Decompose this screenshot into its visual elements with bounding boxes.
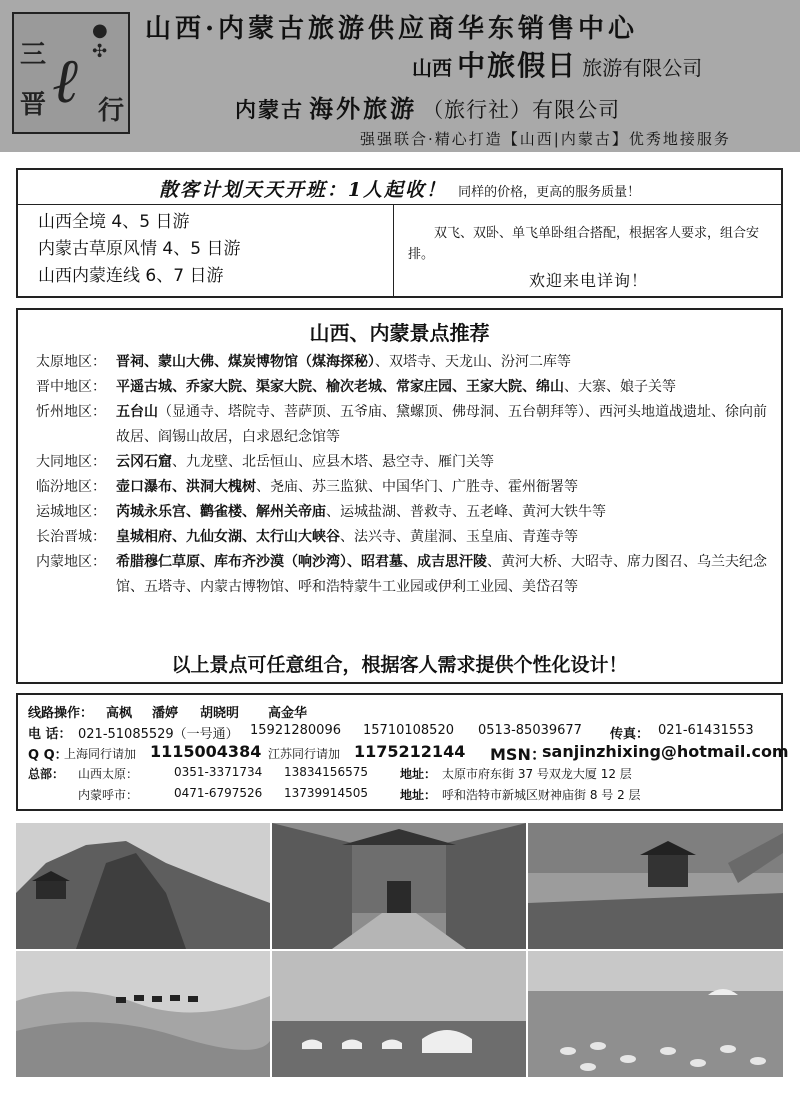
phone-label: 电 话： — [28, 727, 72, 742]
header-banner — [0, 0, 800, 152]
photo-desert-camels — [16, 951, 270, 1077]
phone-number: 15921280096 — [250, 723, 341, 738]
hq-address: 太原市府东街 37 号双龙大厦 12 层 — [442, 767, 632, 781]
region-attractions — [116, 375, 776, 400]
phone-row — [28, 723, 781, 744]
region-attractions — [116, 400, 776, 450]
region-other: 、大寨、娘子关等 — [564, 379, 676, 395]
operator-name: 高金华 — [268, 706, 308, 721]
region-other: 、黄河大桥、大昭寺、席力图召、乌兰夫纪念馆、五塔寺、内蒙古博物馆、呼和浩特蒙牛工业园或伊利工业园、美岱召等 — [116, 554, 767, 595]
header-company-2: 内蒙古 海外旅游 （旅行社）有限公司 — [235, 94, 621, 123]
region-highlight: 五台山 — [116, 404, 158, 420]
qq-sh-label: 上海同行请加 — [64, 747, 137, 761]
operator-name: 胡晓明 — [200, 706, 240, 721]
logo-char-jin: 晋 — [20, 90, 47, 120]
region-label: 长治晋城： — [36, 529, 106, 545]
region-highlight: 平遥古城、乔家大院、渠家大院、榆次老城、常家庄园、王家大院、绵山 — [116, 379, 564, 395]
hq-city: 山西太原： — [78, 767, 139, 781]
operators-row — [28, 702, 781, 723]
region-highlight: 皇城相府、九仙女湖、太行山大峡谷 — [116, 529, 340, 545]
logo-dots-icon: ● ✣ — [92, 20, 110, 62]
qq-js-number: 1175212144 — [354, 742, 466, 761]
offer-description: 双飞、双卧、单飞单卧组合搭配，根据客人要求，组合安排。 — [408, 226, 760, 262]
hq-address: 呼和浩特市新城区财神庙街 8 号 2 层 — [442, 788, 641, 802]
region-row — [36, 450, 776, 475]
contact-box — [16, 693, 789, 811]
region-attractions — [116, 500, 776, 525]
hq-label: 总部： — [28, 767, 65, 781]
region-row — [36, 550, 776, 600]
photo-grid — [16, 823, 783, 1077]
hq-row-1 — [28, 765, 781, 786]
phone-number: 021-51085529（一号通） — [78, 727, 239, 742]
region-row — [36, 400, 776, 450]
region-attractions — [116, 475, 776, 500]
hq-tel: 0471-6797526 — [174, 786, 263, 800]
header-tagline: 强强联合·精心打造【山西|内蒙古】优秀地接服务 — [360, 130, 731, 148]
region-highlight: 芮城永乐宫、鹳雀楼、解州关帝庙 — [116, 504, 326, 520]
region-highlight: 晋祠、蒙山大佛、煤炭博物馆（煤海探秘） — [116, 354, 375, 370]
region-label: 晋中地区： — [36, 379, 106, 395]
msn-label: MSN： — [490, 745, 547, 764]
hq-addr-label: 地址： — [400, 788, 437, 802]
msn-address: sanjinzhixing@hotmail.com — [542, 742, 789, 761]
region-row — [36, 350, 776, 375]
region-attractions — [116, 550, 776, 600]
qq-row — [28, 742, 789, 765]
photo-grassland-sheep — [528, 951, 783, 1077]
region-row — [36, 475, 776, 500]
region-other: （显通寺、塔院寺、菩萨顶、五爷庙、黛螺顶、佛母洞、五台朝拜等）、西河头地道战遗址、徐向前故居、阎锡山故居，白求恩纪念馆等 — [116, 404, 767, 445]
region-row — [36, 525, 776, 550]
operator-name: 潘婷 — [152, 706, 179, 721]
tour-item: 山西全境 4、5 日游 — [38, 212, 190, 232]
region-other: 、法兴寺、黄崖洞、玉皇庙、青莲寺等 — [340, 529, 578, 545]
phone-number: 0513-85039677 — [478, 723, 582, 738]
photo-mountain-temple — [16, 823, 270, 949]
hq-mobile: 13739914505 — [284, 786, 368, 800]
region-other: 、九龙壁、北岳恒山、应县木塔、悬空寺、雁门关等 — [172, 454, 494, 470]
region-list — [36, 350, 776, 600]
logo-char-san: 三 — [20, 40, 47, 70]
qq-label: Q Q： — [28, 748, 68, 763]
phone-number: 15710108520 — [363, 723, 454, 738]
operators-label: 线路操作： — [28, 706, 94, 721]
region-row — [36, 500, 776, 525]
region-label: 临汾地区： — [36, 479, 106, 495]
region-label: 太原地区： — [36, 354, 106, 370]
fax-number: 021-61431553 — [658, 723, 754, 738]
operator-name: 高枫 — [106, 706, 133, 721]
region-label: 内蒙地区： — [36, 554, 106, 570]
offer-info — [394, 205, 781, 296]
spots-box — [16, 308, 783, 684]
region-highlight: 壶口瀑布、洪洞大槐树 — [116, 479, 256, 495]
qq-js-label: 江苏同行请加 — [268, 747, 341, 761]
fax-label: 传真： — [610, 727, 650, 742]
qq-sh-number: 1115004384 — [150, 742, 262, 761]
region-highlight: 云冈石窟 — [116, 454, 172, 470]
hq-city: 内蒙呼市： — [78, 788, 139, 802]
header-company-1: 山西 中旅假日 旅游有限公司 — [412, 49, 703, 82]
region-attractions — [116, 525, 776, 550]
photo-city-wall — [528, 823, 783, 949]
photo-yurts — [272, 951, 526, 1077]
offer-slogan-bar — [18, 170, 781, 205]
hq-row-2 — [28, 786, 781, 807]
region-label: 忻州地区： — [36, 404, 106, 420]
offer-box — [16, 168, 783, 298]
region-other: 、尧庙、苏三监狱、中国华门、广胜寺、霍州衙署等 — [256, 479, 578, 495]
region-label: 大同地区： — [36, 454, 106, 470]
region-attractions — [116, 450, 776, 475]
logo-swirl-icon: ℓ — [52, 44, 78, 117]
logo-char-xing: 行 — [98, 96, 125, 126]
region-other: 、双塔寺、天龙山、汾河二库等 — [375, 354, 571, 370]
tour-list — [18, 205, 394, 296]
offer-slogan: 散客计划天天开班：1人起收！ — [158, 179, 448, 201]
spots-footer: 以上景点可任意组合，根据客人需求提供个性化设计！ — [171, 654, 628, 676]
hq-mobile: 13834156575 — [284, 765, 368, 779]
region-attractions — [116, 350, 776, 375]
tour-item: 山西内蒙连线 6、7 日游 — [38, 266, 224, 286]
region-other: 、运城盐湖、普救寺、五老峰、黄河大铁牛等 — [326, 504, 606, 520]
offer-welcome: 欢迎来电详询！ — [528, 271, 648, 290]
region-highlight: 希腊穆仁草原、库布齐沙漠（响沙湾）、昭君墓、成吉思汗陵 — [116, 554, 487, 570]
hq-addr-label: 地址： — [400, 767, 437, 781]
photo-courtyard — [272, 823, 526, 949]
spots-title: 山西、内蒙景点推荐 — [309, 321, 490, 345]
offer-subslogan: 同样的价格，更高的服务质量！ — [458, 185, 641, 200]
hq-tel: 0351-3371734 — [174, 765, 263, 779]
company-logo — [12, 12, 130, 134]
region-row — [36, 375, 776, 400]
header-title: 山西·内蒙古旅游供应商华东销售中心 — [145, 14, 639, 44]
tour-item: 内蒙古草原风情 4、5 日游 — [38, 239, 241, 259]
region-label: 运城地区： — [36, 504, 106, 520]
